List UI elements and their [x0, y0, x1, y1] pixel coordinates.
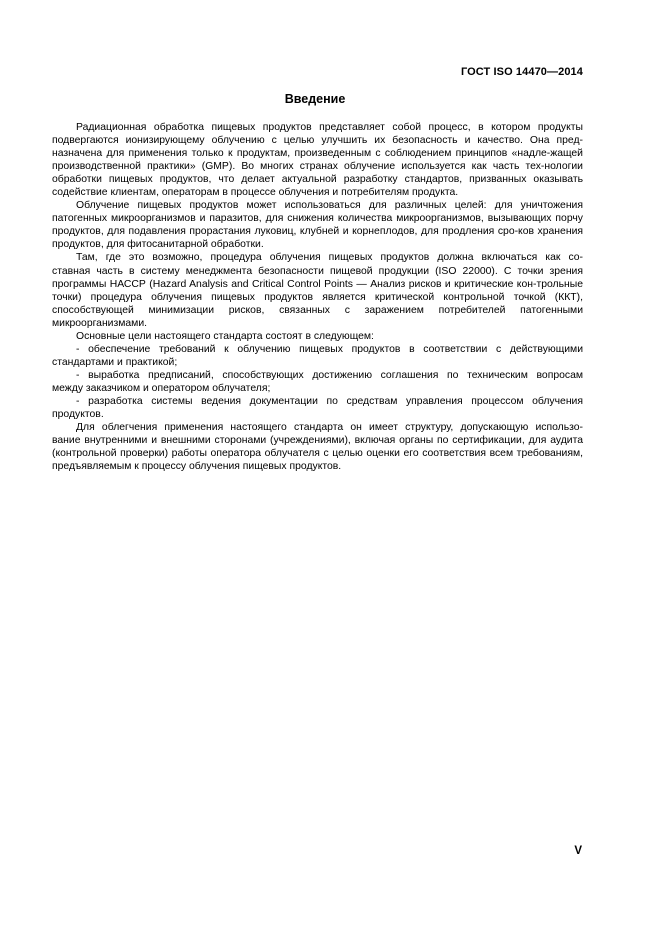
paragraph-goals-intro — [52, 330, 583, 343]
paragraph-first-line: Радиационная обработка пищевых продуктов представляет собой процесс, в котором продукты — [76, 122, 583, 133]
paragraph-continuation: патогенных микроорганизмов и паразитов, для снижения количества микроорганизмов, вызывающих порчу продуктов, для подавления прорастания луковиц, клубней и корнеплодов, для продления сро-ков хранения продуктов, для фитосанитарной обработки. — [52, 213, 583, 251]
list-item-first-line: - выработка предписаний, способствующих достижению соглашения по техническим вопросам — [76, 369, 583, 381]
page-number: V — [574, 845, 582, 857]
section-title: Введение — [284, 92, 346, 106]
paragraph-first-line: Облучение пищевых продуктов может использоваться для различных целей: для уничтожения — [76, 200, 583, 212]
list-item — [52, 395, 583, 421]
paragraph-continuation: ставная часть в систему менеджмента безопасности пищевой продукции (ISO 22000). С точки зрения программы НАССР (Hazard Analysis and Critical Control Points — Анализ рисков и критические кон-трольные точки) процедура облучения пищевых продуктов является критической контрольной точкой (ККТ), способствующей минимизации рисков, связанных с заражением потребителей патогенными микроорганизмами. — [52, 265, 583, 329]
list-item — [52, 343, 583, 369]
paragraph-continuation: подвергаются ионизирующему облучению с целью улучшить их безопасность и качество. Она пред-назначена для применения только к продуктам, произведенным с соблюдением принципов «надле-жащей производственной практики» (GMP). Во многих странах облучение используется как часть тех-нологии обработки пищевых продуктов, что делает актуальной разработку стандартов, призванных оказывать содействие клиентам, операторам в процессе облучения и потребителям продукта. — [52, 135, 583, 199]
list-item-continuation: продуктов. — [52, 409, 104, 421]
paragraph-haccp — [52, 251, 583, 329]
list-item-first-line: - обеспечение требований к облучению пищевых продуктов в соответствии с действующими — [76, 343, 583, 355]
standard-code: ГОСТ ISO 14470—2014 — [460, 66, 583, 78]
list-item-continuation: стандартами и практикой; — [52, 356, 178, 368]
paragraph-structure — [52, 421, 583, 473]
paragraph-continuation: вание внутренними и внешними сторонами (учреждениями), включая органы по сертификации, для аудита (контрольной проверки) работы оператора облучателя с целью оценки его соответствия всем требованиям, предъявляемым к процессу облучения пищевых продуктов. — [52, 435, 583, 473]
paragraph-first-line: Там, где это возможно, процедура облучения пищевых продуктов должна включаться как со- — [76, 252, 583, 264]
list-item — [52, 369, 583, 395]
paragraph-first-line: Основные цели настоящего стандарта состоят в следующем: — [76, 330, 374, 342]
body-text — [52, 121, 583, 473]
list-item-first-line: - разработка системы ведения документации по средствам управления процессом облучения — [76, 395, 583, 407]
list-item-continuation: между заказчиком и оператором облучателя; — [52, 382, 271, 394]
paragraph-first-line: Для облегчения применения настоящего стандарта он имеет структуру, допускающую использо- — [76, 422, 583, 434]
paragraph-intro — [52, 121, 583, 199]
paragraph-purposes — [52, 199, 583, 251]
